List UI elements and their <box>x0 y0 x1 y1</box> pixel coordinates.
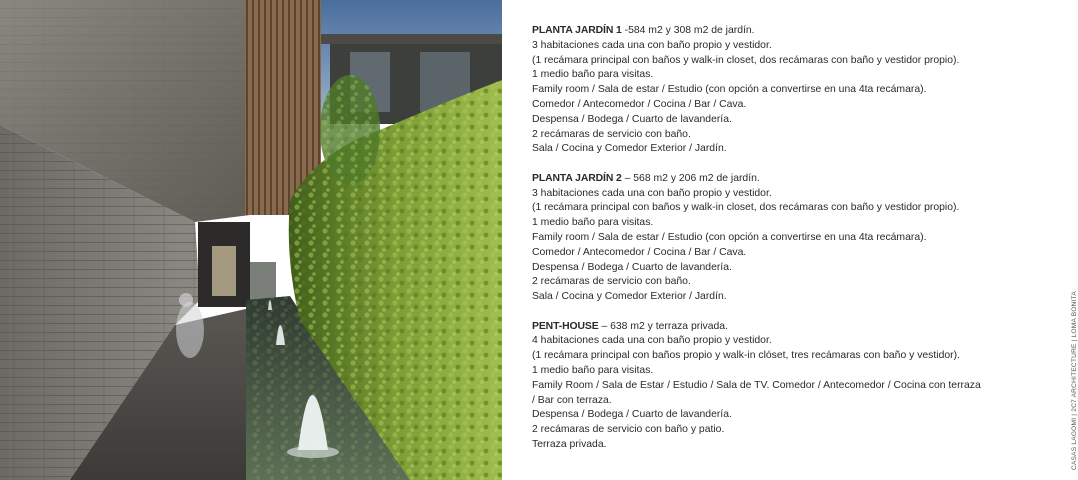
side-caption: CASAS LAGOMI | 2C7 ARCHITECTURE | LOMA BONITA <box>1071 290 1078 470</box>
feature-line: 3 habitaciones cada una con baño propio y vestidor. <box>532 39 772 51</box>
feature-line: 2 recámaras de servicio con baño y patio. <box>532 424 725 436</box>
unit-descriptions <box>532 24 1022 467</box>
feature-line: 4 habitaciones cada una con baño propio y vestidor. <box>532 335 772 347</box>
section-pent-house <box>532 320 1022 453</box>
feature-line: Terraza privada. <box>532 438 607 450</box>
section-title: PLANTA JARDÍN 1 <box>532 25 622 36</box>
feature-line: (1 recámara principal con baños y walk-in closet, dos recámaras con baño y vestidor propio). <box>532 202 960 214</box>
feature-line: (1 recámara principal con baños y walk-in closet, dos recámaras con baño y vestidor propio). <box>532 54 960 66</box>
feature-line: 3 habitaciones cada una con baño propio y vestidor. <box>532 187 772 199</box>
feature-line: 1 medio baño para visitas. <box>532 364 654 376</box>
feature-line: Family room / Sala de estar / Estudio (con opción a convertirse en una 4ta recámara). <box>532 231 927 243</box>
feature-line: Family room / Sala de estar / Estudio (con opción a convertirse en una 4ta recámara). <box>532 84 927 96</box>
feature-line: Despensa / Bodega / Cuarto de lavandería. <box>532 409 732 421</box>
section-planta-jardin-1 <box>532 24 1022 157</box>
feature-line: Comedor / Antecomedor / Cocina / Bar / Cava. <box>532 98 747 110</box>
feature-line: 2 recámaras de servicio con baño. <box>532 276 691 288</box>
section-heading <box>532 172 1022 187</box>
feature-line: / Bar con terraza. <box>532 394 612 406</box>
section-planta-jardin-2 <box>532 172 1022 305</box>
section-subtitle: – 568 m2 y 206 m2 de jardín. <box>621 172 760 184</box>
section-title: PLANTA JARDÍN 2 <box>532 172 622 184</box>
feature-line: (1 recámara principal con baños propio y walk-in clóset, tres recámaras con baño y vestidor). <box>532 350 960 362</box>
rendering-illustration <box>0 0 502 480</box>
section-subtitle: -584 m2 y 308 m2 de jardín. <box>621 25 755 36</box>
feature-line: Comedor / Antecomedor / Cocina / Bar / Cava. <box>532 246 747 258</box>
feature-line: Despensa / Bodega / Cuarto de lavandería. <box>532 261 732 273</box>
feature-line: 1 medio baño para visitas. <box>532 69 654 81</box>
feature-line: Sala / Cocina y Comedor Exterior / Jardín. <box>532 143 727 155</box>
section-heading <box>532 320 1022 335</box>
architectural-rendering <box>0 0 502 480</box>
feature-line: 2 recámaras de servicio con baño. <box>532 128 691 140</box>
feature-line: Family Room / Sala de Estar / Estudio / Sala de TV. Comedor / Antecomedor / Cocina con terraza <box>532 379 981 391</box>
section-heading <box>532 24 1022 39</box>
section-subtitle: – 638 m2 y terraza privada. <box>598 320 728 332</box>
section-title: PENT-HOUSE <box>532 320 599 332</box>
feature-line: Despensa / Bodega / Cuarto de lavandería. <box>532 113 732 125</box>
feature-line: 1 medio baño para visitas. <box>532 217 654 229</box>
feature-line: Sala / Cocina y Comedor Exterior / Jardín. <box>532 291 727 303</box>
